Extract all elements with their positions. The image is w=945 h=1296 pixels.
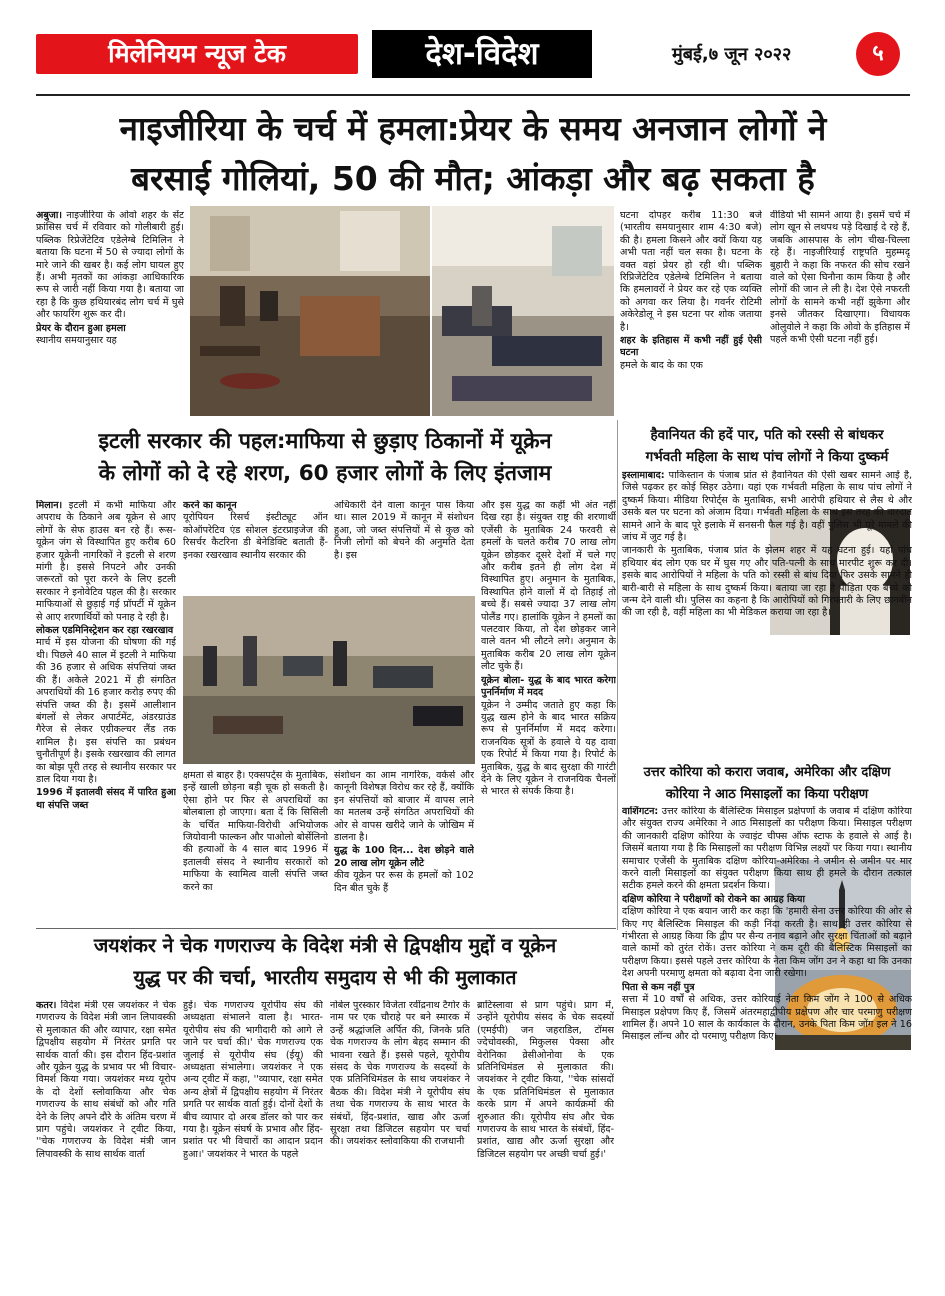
church-photo-1 — [190, 206, 430, 416]
story5-col3-text: नोबेल पुरस्कार विजेता रवींद्रनाथ टैगोर के नाम पर एक चौराहे पर बने स्मारक में उन्हें श्रद्धांजलि अर्पित की, जिनके प्रति चेक गणराज्य के लोग बेहद सम्मान की भावना रखते हैं। इससे पहले, यूरोपीय संसद के चेक गणराज्य के सदस्यों के एक प्रतिनिधिमंडल के साथ जयशंकर ने बैठक की। विदेश मंत्री ने यूरोपीय संघ तथा चेक गणराज्य के साथ भारत के संबंधों, हिंद-प्रशांत, खाद्य और ऊर्जा सुरक्षा तथा डिजिटल सहयोग पर चर्चा की। जयशंकर स्लोवाकिया की राजधानी — [330, 1000, 470, 1148]
story5-rule — [36, 928, 616, 929]
story1-col2-text: घटना दोपहर करीब 11:30 बजे (भारतीय समयानुसार शाम 4:30 बजे) की है। हमला किसने और क्यों किया यह अभी पता नहीं चल सका है। घटना के वक्त वहां प्रेयर हो रही थी। पब्लिक रिप्रिजेंटेटिव एडेलेग्बे टिमिलिन ने बताया कि हमलावरों ने प्रेयर कर रहे एक व्यक्ति को अगवा कर लिया है। गवर्नर रोटिमी अकेरेडोलू ने इस घटना पर शोक जताया है। — [620, 210, 762, 333]
story5-col2 — [183, 1000, 323, 1260]
dateline: मिलान। — [36, 500, 63, 511]
story2-col3-top — [334, 500, 474, 590]
story2-col1-text-b: मार्च में इस योजना की घोषणा की गई थी। पिछले 40 साल में इटली ने माफिया की 36 हजार से अधिक संपत्तियां जब्त की हैं। अकेले 2021 में ही संगठित अपराधियों की 16 हजार करोड़ रुपए की संपत्ति जब्त की है। इसमें आलीशान बंगलों से लेकर अपार्टमेंट, अंडरग्राउंड गैरेज से लेकर एग्रीकल्चर लैंड तक शामिल है। इस संपत्ति का प्रबंधन चुनौतीपूर्ण है। इसके रखरखाव की लागत का बोझ पूरी तरह से स्थानीय सरकार पर डाल दिया गया है। — [36, 637, 176, 785]
story1-headline-line2: बरसाई गोलियां, 50 की मौत; आंकड़ा और बढ़ सकता है — [131, 159, 815, 198]
story4-headline — [622, 762, 912, 806]
dateline: कतर। — [36, 1000, 57, 1011]
story1-subhead-2: शहर के इतिहास में कभी नहीं हुई ऐसी घटना — [620, 335, 762, 359]
page-number: ५ — [856, 32, 900, 76]
dateline: अबुजा। — [36, 210, 63, 221]
story2-col2-text: यूरोपियन रिसर्च इंस्टीट्यूट ऑन कोऑपरेटिव एंड सोशल इंटरप्राइजेज की रिसर्चर कैटरिना डी बेनेडिक्टि बताती हैं- इनका रखरखाव स्थानीय सरकार की — [183, 512, 328, 561]
story2-headline-line1: इटली सरकार की पहल:माफिया से छुड़ाए ठिकानों में यूक्रेन — [98, 429, 552, 454]
story2-col3-text: अधिकारी देने वाला कानून पास किया था। साल 2019 में कानून में संशोधन हुआ, जो जब्त संपत्तियों में से कुछ को निजी लोगों को बेचने की अनुमति देता है। इस — [334, 500, 474, 561]
masthead — [32, 28, 914, 90]
dateline: इस्लामाबाद: — [622, 470, 665, 481]
story5-headline — [36, 930, 614, 994]
story3-headline-line2: गर्भवती महिला के साथ पांच लोगों ने किया दुष्कर्म — [645, 449, 889, 465]
story2-col4-text-b: यूक्रेन ने उम्मीद जताते हुए कहा कि युद्ध खत्म होने के बाद भारत सक्रिय रूप से पुनर्निर्माण में मदद करेगा। राजनयिक सूत्रों के हवाले ये यह दावा एक रिपोर्ट में किया गया है। रिपोर्ट के मुताबिक, युद्ध के बाद सुरक्षा की गारंटी देने के लिए यूक्रेन ने राजनयिक चैनलों से भारत से संपर्क किया है। — [481, 699, 616, 798]
story5-col4 — [477, 1000, 614, 1260]
story2-col4 — [481, 500, 616, 920]
story3-text-a: पाकिस्तान के पंजाब प्रांत से हैवानियत की ऐसी खबर सामने आई है, जिसे पढ़कर हर कोई सिहर उठेगा। यहां एक गर्भवती महिला के साथ पांच लोगों ने दुष्कर्म किया। मीडिया रिपोर्ट्स के मुताबिक, सभी आरोपी हथियार से लैस थे और उसके बल पर घटना को अंजाम दिया। गर्भवती महिला के साथ इस तरह की वारदात सामने आने के बाद पूरे इलाके में सनसनी फैल गई है। वहीं पुलिस भी पूरे मामले की जांच में जुट गई है। — [622, 470, 912, 544]
story1-col3 — [770, 210, 910, 420]
story1-col1-text: नाइजीरिया के ओवो शहर के सेंट फ्रांसिस चर्च में रविवार को गोलीबारी हुई। पब्लिक रिप्रेजेंटेटिव एडेलेग्बे टिमिलिन ने बताया कि घटना में 50 से ज्यादा लोगों के मारे जाने की खबर है। कई लोग घायल हुए हैं। अभी मृतकों का आंकड़ा आधिकारिक रूप से जारी नहीं किया गया है। बताया जा रहा है कि कुछ हथियारबंद लोग चर्च में घुसे और फायरिंग शुरू कर दी। — [36, 210, 184, 321]
story1-col2-text-b: हमले के बाद के का एक — [620, 359, 703, 371]
issue-date: मुंबई,७ जून २०२२ — [672, 44, 792, 65]
story4-text-c: सत्ता में 10 वर्षों से अधिक, उत्तर कोरियाई नेता किम जोंग ने 100 से अधिक मिसाइल प्रक्षेपण किए हैं, जिसमें अंतरमहाद्वीपीय प्रक्षेपण और चार परमाणु परीक्षण शामिल हैं। अपने 10 साल के कार्यकाल के दौरान, उनके पिता किम जोंग इल ने 16 मिसाइल लॉन्च और दो परमाणु परीक्षण किए। — [622, 994, 912, 1043]
story1-subhead-1: प्रेयर के दौरान हुआ हमला — [36, 322, 126, 334]
story2-col1 — [36, 500, 176, 910]
story2-col2-low-text: क्षमता से बाहर है। एक्सपर्ट्स के मुताबिक, इन्हें खाली छोड़ना बड़ी चूक हो सकती है। ऐसा होने पर फिर से अपराधियों का बोलबाला हो जाएगा। बता दें कि सिसिली के चर्चित माफिया-विरोधी अभियोजक जियोवानी फाल्कन और पाओलो बोर्सेलिनो की हत्याओं के 4 साल बाद 1996 में इतालवी संसद ने स्थानीय सरकारों को माफिया के स्वामित्व वाली संपत्ति जब्त करने का — [183, 770, 328, 893]
story2-subhead-4: युद्ध के 100 दिन... देश छोड़ने वाले 20 लाख लोग यूक्रेन लौटे — [334, 845, 474, 869]
story4-text-b: दक्षिण कोरिया ने एक बयान जारी कर कहा कि 'हमारी सेना उत्तर कोरिया की ओर से किए गए बैलिस्टिक मिसाइल की कड़ी निंदा करती है। साथ ही उत्तर कोरिया से गंभीरता से आग्रह किया कि द्वीप पर सैन्य तनाव बढ़ाने और सुरक्षा चिंताओं को बढ़ाने वाले कामों को तुरंत रोकें। उत्तर कोरिया ने कम दूरी की बैलिस्टिक मिसाइलों का परीक्षण किया। इससे पहले उत्तर कोरिया के नेता किम जोंग उन ने कहा था कि उनका देश अपनी परमाणु क्षमता को बढ़ावा देना जारी रखेगा। — [622, 906, 912, 980]
story5-headline-line2: युद्ध पर की चर्चा, भारतीय समुदाय से भी की मुलाकात — [133, 966, 517, 989]
story2-headline-line2: के लोगों को दे रहे शरण, 60 हजार लोगों के लिए इंतजाम — [98, 461, 552, 486]
story2-col1-text: इटली में कभी माफिया और अपराध के ठिकाने अब यूक्रेन से आए लोगों के सेफ हाउस बन रहे हैं। रूस-यूक्रेन जंग से विस्थापित हुए करीब 60 हजार यूक्रेनी नागरिकों ने इटली से शरण मांगी है। इससे निपटने और उनकी जरूरतों को पूरा करने के लिए इटली सरकार ने इनोवेटिव पहल की है। सरकार माफियाओं से छुड़ाई गई प्रॉपर्टी में यूक्रेन से आए शरणार्थियों को पनाह दे रही है। — [36, 500, 176, 623]
story3-headline-line1: हैवानियत की हदें पार, पति को रस्सी से बांधकर — [650, 427, 884, 443]
story4-body — [622, 806, 912, 1266]
story2-headline — [36, 426, 614, 490]
refugees-photo — [183, 596, 475, 764]
story2-subhead-2: 1996 में इतालवी संसद में पारित हुआ था संपत्ति जब्त — [36, 787, 176, 811]
masthead-rule — [36, 94, 910, 96]
story1-headline-line1: नाइजीरिया के चर्च में हमला:प्रेयर के समय अनजान लोगों ने — [119, 109, 827, 148]
story3-headline — [622, 424, 912, 468]
story2-col2-top — [183, 500, 328, 590]
story2-col3-low — [334, 770, 474, 920]
story5-col3 — [330, 1000, 470, 1260]
story4-headline-line1: उत्तर कोरिया को करारा जवाब, अमेरिका और दक्षिण — [643, 765, 891, 780]
story5-col4-text: ब्राटिस्लावा से प्राग पहुंचे। प्राग में, उन्होंने यूरोपीय संसद के चेक सदस्यों (एमईपी) जन जहराडिल, टॉमस ज्देचोवस्की, मिकुलस पेक्सा और वेरोनिका व्रेसीओनोवा के एक प्रतिनिधिमंडल से मुलाकात की। जयशंकर ने ट्वीट किया, ''चेक सांसदों के एक प्रतिनिधिमंडल से मुलाकात करके प्राग में अपने कार्यक्रमों की शुरुआत की। यूरोपीय संघ और चेक गणराज्य के साथ भारत के संबंधों, हिंद-प्रशांत, खाद्य और ऊर्जा सुरक्षा और डिजिटल सहयोग पर अच्छी चर्चा हुई।' — [477, 1000, 614, 1160]
story1-col1-text-b: स्थानीय समयानुसार यह — [36, 335, 117, 347]
story4-headline-line2: कोरिया ने आठ मिसाइलों का किया परीक्षण — [665, 787, 869, 802]
story1-col2 — [620, 210, 762, 420]
story3-text-b: जानकारी के मुताबिक, पंजाब प्रांत के झेलम शहर में यह घटना हुई। यहां पांच हथियार बंद लोग एक घर में घुस गए और पति-पत्नी के साथ मारपीट शुरू कर दी। इसके बाद आरोपियों ने महिला के पति को रस्सी से बांध दिया फिर उसके सामने ही बारी-बारी से महिला के साथ दुष्कर्म किया। बताया जा रहा है पीड़िता एक बच्चे को जन्म देने वाली थी। पुलिस का कहना है कि आरोपियों को गिरफ्तारी के लिए छानबीन की जा रही है, वहीं महिला का भी मेडिकल कराया जा रहा है। — [622, 545, 912, 619]
story1-col3-text: वीडियो भी सामने आया है। इसमें चर्च में लोग खून से लथपथ पड़े दिखाई दे रहे हैं, जबकि आसपास के लोग चीख-चिल्ला रहे हैं। नाइजीरियाई राष्ट्रपति मुहम्मदू बुहारी ने कहा कि नफरत की सोच रखने वाले को ऐसा घिनौना काम किया है और लोगों की जान ले ली है। देश ऐसे नफरती लोगों के सामने कभी नहीं झुकेगा और इनसे जीतकर दिखाएगा। विधायक ओलुवोले ने कहा कि ओवो के इतिहास में पहले कभी ऐसी घटना नहीं हुई। — [770, 210, 910, 346]
story5-col1-text: विदेश मंत्री एस जयशंकर ने चेक गणराज्य के विदेश मंत्री जान लिपावस्की से मुलाकात की और व्यापार, रक्षा समेत द्विपक्षीय सहयोग में निरंतर प्रगति पर सार्थक वार्ता की। इस दौरान हिंद-प्रशांत और यूक्रेन युद्ध के प्रभाव पर भी विचार-विमर्श किया गया। जयशंकर मध्य यूरोप के दो देशों स्लोवाकिया और चेक गणराज्य के साथ संबंधों को और गति देने के लिए अपने दौरे के अंतिम चरण में प्राग पहुंचे। जयशंकर ने ट्वीट किया, ''चेक गणराज्य के विदेश मंत्री जान लिपावस्की के साथ सार्थक वार्ता — [36, 1000, 176, 1160]
story5-col1 — [36, 1000, 176, 1260]
story2-col4-text: और इस युद्ध का कहीं भी अंत नहीं दिख रहा है। संयुक्त राष्ट्र की शरणार्थी एजेंसी के मुताबिक 24 फरवरी से हमलों के चलते करीब 70 लाख लोग यूक्रेन छोड़कर दूसरे देशों में चले गए और करीब इतने ही लोग देश में विस्थापित हुए। अनुमान के मुताबिक, विस्थापित होने वालों में दो तिहाई तो बच्चे हैं। सबसे ज्यादा 37 लाख लोग पोलैंड गए। हालांकि यूक्रेन ने हमलों का पलटवार किया, तो देश छोड़कर जाने वाले वतन भी लौटने लगे। अनुमान के मुताबिक करीब 20 लाख लोग यूक्रेन लौट चुके हैं। — [481, 500, 616, 673]
story4-subhead-2: पिता से कम नहीं पुत्र — [622, 981, 695, 993]
story5-col2-text: हुई। चेक गणराज्य यूरोपीय संघ की अध्यक्षता संभालने वाला है। भारत-यूरोपीय संघ की भागीदारी को आगे ले जाने पर चर्चा की।' चेक गणराज्य एक जुलाई से यूरोपीय संघ (ईयू) की अध्यक्षता संभालेगा। जयशंकर ने एक अन्य ट्वीट में कहा, ''व्यापार, रक्षा समेत अन्य क्षेत्रों में द्विपक्षीय सहयोग में निरंतर प्रगति पर सार्थक वार्ता हुई। दोनों देशों के बीच व्यापार दो अरब डॉलर को पार कर गया है। यूक्रेन संघर्ष के प्रभाव और हिंद-प्रशांत पर भी विचारों का आदान प्रदान हुआ।' जयशंकर ने भारत के पहले — [183, 1000, 323, 1160]
story4-text-a: उत्तर कोरिया के बैलिस्टिक मिसाइल प्रक्षेपणों के जवाब में दक्षिण कोरिया और संयुक्त राज्य अमेरिका ने आठ मिसाइलों का परीक्षण किया। मिसाइल परीक्षण की जानकारी दक्षिण कोरिया के ज्वाइंट चीफ्स ऑफ स्टाफ के हवाले से आई है। जिसमें बताया गया है कि मिसाइलों का परीक्षण विभिन्न लक्ष्यों पर किया गया। स्थानीय समाचार एजेंसी के मुताबिक दक्षिण कोरिया-अमेरिका ने जमीन से जमीन पर मार करने वाली मिसाइलों का संयुक्त परीक्षण किया साथ ही हमले के दौरान तत्काल सटीक हमले करने की क्षमता प्रदर्शन किया। — [622, 806, 912, 892]
dateline: वाशिंगटन: — [622, 806, 659, 817]
story2-col3-low-text: संशोधन का आम नागरिक, वर्कर्स और कानूनी विशेषज्ञ विरोध कर रहे हैं, क्योंकि इन संपत्तियों को बाजार में वापस लाने का मतलब उन्हें संगठित अपराधियों की ओर से वापस खरीदे जाने के जोखिम में डालना है। — [334, 770, 474, 844]
story1-col1 — [36, 210, 184, 420]
story1-headline — [36, 104, 910, 204]
hospital-photo — [432, 206, 614, 416]
brand-logo: मिलेनियम न्यूज टेक — [36, 34, 358, 74]
story2-subhead-1: लोकल एडमिनिस्ट्रेशन कर रहा रखरखाव — [36, 625, 174, 637]
section-title: देश-विदेश — [372, 30, 592, 78]
story2-subhead-5: यूक्रेन बोला- युद्ध के बाद भारत करेगा पुनर्निर्माण में मदद — [481, 674, 616, 699]
column-divider — [617, 420, 618, 930]
story5-headline-line1: जयशंकर ने चेक गणराज्य के विदेश मंत्री से द्विपक्षीय मुद्दों व यूक्रेन — [93, 934, 557, 957]
story2-subhead-3: करने का कानून — [183, 500, 237, 511]
story2-col3-text-b: कीव यूक्रेन पर रूस के हमलों को 102 दिन बीत चुके हैं — [334, 870, 474, 894]
story4-subhead-1: दक्षिण कोरिया ने परीक्षणों को रोकने का आग्रह किया — [622, 893, 805, 905]
story3-body — [622, 470, 912, 760]
story2-col2-low — [183, 770, 328, 920]
